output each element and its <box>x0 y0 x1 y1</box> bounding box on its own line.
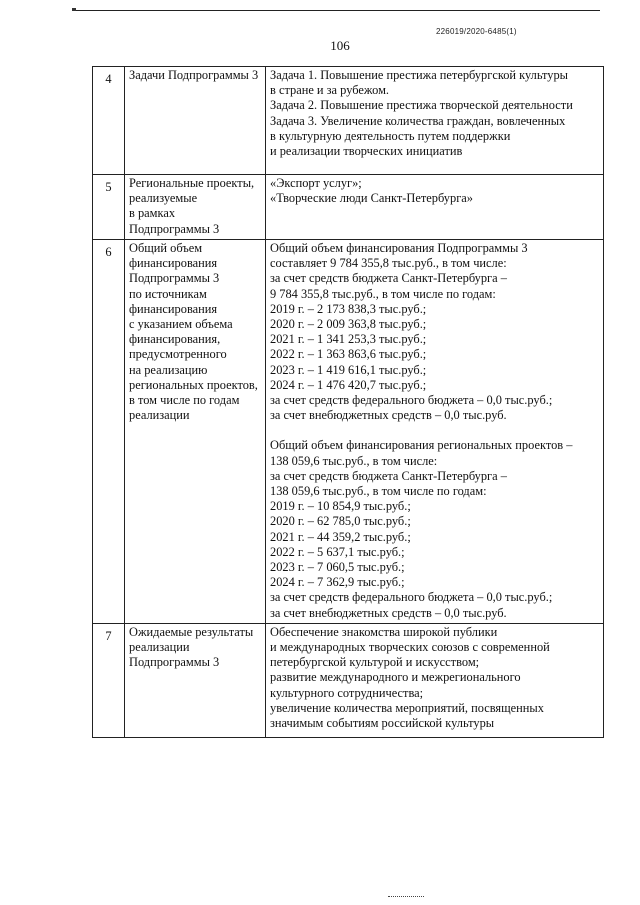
text-line: 2023 г. – 1 419 616,1 тыс.руб.; <box>270 362 427 377</box>
text-line: 2024 г. – 7 362,9 тыс.руб.; <box>270 575 405 590</box>
scan-bottom-mark <box>388 896 424 899</box>
text-line: Задача 2. Повышение престижа творческой деятельности <box>270 98 573 113</box>
row-name-cell <box>125 67 266 175</box>
funding-regional-block <box>270 438 599 620</box>
row-name-lines <box>129 625 261 671</box>
text-line: Общий объем <box>129 241 203 255</box>
text-line: составляет 9 784 355,8 тыс.руб., в том числе: <box>270 256 507 271</box>
text-line: финансирования <box>129 256 218 271</box>
table-row-6 <box>93 240 604 624</box>
text-line: за счет средств бюджета Санкт-Петербурга – <box>270 271 507 286</box>
row-name-cell <box>125 175 266 240</box>
table-row-7 <box>93 623 604 737</box>
text-line: и международных творческих союзов с современной <box>270 640 550 655</box>
text-line: за счет средств федерального бюджета – 0,0 тыс.руб.; <box>270 590 553 605</box>
text-line: за счет внебюджетных средств – 0,0 тыс.руб. <box>270 408 507 423</box>
text-line: финансирования <box>129 301 218 316</box>
text-line: 138 059,6 тыс.руб., в том числе: <box>270 453 438 468</box>
block-gap <box>270 423 599 438</box>
text-line: 2022 г. – 5 637,1 тыс.руб.; <box>270 544 405 559</box>
text-line: Общий объем финансирования региональных проектов – <box>270 438 573 453</box>
text-line: в рамках <box>129 206 176 221</box>
text-line: 2022 г. – 1 363 863,6 тыс.руб.; <box>270 347 427 362</box>
text-line: Региональные проекты, <box>129 176 255 190</box>
text-line: в культурную деятельность путем поддержки <box>270 128 511 143</box>
text-line: значимым событиям российской культуры <box>270 716 495 731</box>
text-line: 2021 г. – 1 341 253,3 тыс.руб.; <box>270 332 427 347</box>
row-value-lines <box>270 68 599 159</box>
row-name-lines <box>129 176 261 237</box>
text-line: за счет средств федерального бюджета – 0,0 тыс.руб.; <box>270 393 553 408</box>
text-line: и реализации творческих инициатив <box>270 144 463 159</box>
table-row-4 <box>93 67 604 175</box>
text-line: развитие международного и межрегионального <box>270 670 521 685</box>
text-line: Подпрограммы 3 <box>129 271 220 286</box>
text-line: 2019 г. – 10 854,9 тыс.руб.; <box>270 499 411 514</box>
text-line: за счет средств бюджета Санкт-Петербурга – <box>270 468 507 483</box>
text-line: Задача 3. Увеличение количества граждан, вовлеченных <box>270 113 566 128</box>
row-name-cell <box>125 623 266 737</box>
text-line: «Экспорт услуг»; <box>270 176 362 190</box>
text-line: предусмотренного <box>129 347 227 362</box>
row-name-lines <box>129 68 261 83</box>
text-line: 138 059,6 тыс.руб., в том числе по годам: <box>270 484 487 499</box>
text-line: 2024 г. – 1 476 420,7 тыс.руб.; <box>270 377 427 392</box>
text-line: финансирования, <box>129 332 221 347</box>
text-line: увеличение количества мероприятий, посвященных <box>270 700 544 715</box>
top-rule <box>76 10 600 11</box>
text-line: Подпрограммы 3 <box>129 221 220 236</box>
text-line: 2021 г. – 44 359,2 тыс.руб.; <box>270 529 411 544</box>
text-line: региональных проектов, <box>129 377 258 392</box>
text-line: за счет внебюджетных средств – 0,0 тыс.руб. <box>270 605 507 620</box>
row-value-cell <box>266 175 604 240</box>
text-line: по источникам <box>129 286 207 301</box>
row-number: 4 <box>93 67 125 175</box>
text-line: Подпрограммы 3 <box>129 655 220 670</box>
row-value-cell <box>266 623 604 737</box>
text-line: 2020 г. – 2 009 363,8 тыс.руб.; <box>270 317 427 332</box>
text-line: 2019 г. – 2 173 838,3 тыс.руб.; <box>270 301 427 316</box>
text-line: в том числе по годам <box>129 393 240 408</box>
text-line: с указанием объема <box>129 317 233 332</box>
text-line: петербургской культурой и искусством; <box>270 655 480 670</box>
row-name-lines <box>129 241 261 423</box>
text-line: культурного сотрудничества; <box>270 685 424 700</box>
text-line: реализуемые <box>129 191 198 206</box>
row-value-cell <box>266 67 604 175</box>
text-line: реализации <box>129 408 190 423</box>
text-line: Задачи Подпрограммы 3 <box>129 68 259 82</box>
row-value-lines <box>270 176 599 206</box>
row-number: 5 <box>93 175 125 240</box>
document-id: 226019/2020-6485(1) <box>436 27 517 36</box>
text-line: Общий объем финансирования Подпрограммы 3 <box>270 241 528 255</box>
funding-total-block <box>270 241 599 423</box>
text-line: «Творческие люди Санкт-Петербурга» <box>270 191 473 206</box>
row-number: 7 <box>93 623 125 737</box>
text-line: реализации <box>129 640 190 655</box>
text-line: Обеспечение знакомства широкой публики <box>270 624 498 639</box>
text-line: на реализацию <box>129 362 208 377</box>
text-line: 9 784 355,8 тыс.руб., в том числе по годам: <box>270 286 496 301</box>
text-line: Ожидаемые результаты <box>129 624 254 639</box>
table-row-5 <box>93 175 604 240</box>
subprogram-table <box>92 66 604 738</box>
row-value-cell <box>266 240 604 624</box>
row-value-lines <box>270 625 599 731</box>
page-number: 106 <box>330 38 350 53</box>
text-line: в стране и за рубежом. <box>270 83 390 98</box>
row-name-cell <box>125 240 266 624</box>
text-line: 2023 г. – 7 060,5 тыс.руб.; <box>270 560 405 575</box>
text-line: 2020 г. – 62 785,0 тыс.руб.; <box>270 514 411 529</box>
row-number: 6 <box>93 240 125 624</box>
text-line: Задача 1. Повышение престижа петербургской культуры <box>270 68 568 82</box>
